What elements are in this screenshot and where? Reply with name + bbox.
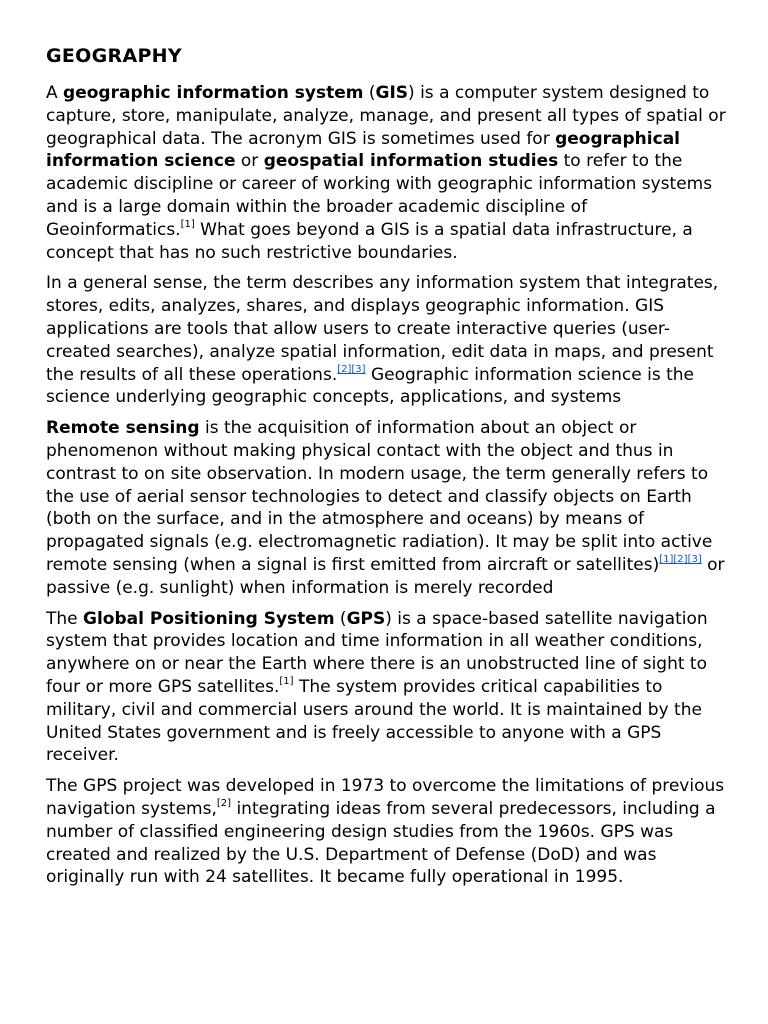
text-run: ) is a computer system designed to capture, store, manipulate, analyze, manage, and present all types of spatial or geographical data. The acronym GIS is sometimes used for bbox=[46, 83, 726, 149]
paragraph-remote-sensing bbox=[46, 417, 726, 599]
citation-superscript: [1] bbox=[279, 676, 294, 688]
text-run: is the acquisition of information about an object or phenomenon without making physical contact with the object and thus in contrast to on site observation. In modern usage, the term generally refers to the use of aerial sensor technologies to detect and classify objects on Earth (both on the surface, and in the atmosphere and oceans) by means of propagated signals (e.g. electromagnetic radiation). It may be split into active remote sensing (when a signal is first emitted from aircraft or satellites) bbox=[46, 418, 713, 575]
document-page bbox=[46, 44, 726, 897]
text-run: ) is a space-based satellite navigation system that provides location and time information in all weather conditions, anywhere on or near the Earth where there is an unobstructed line of sight to four or more GPS satellites. bbox=[46, 608, 708, 697]
text-run: to refer to the academic discipline or career of working with geographic information systems and is a large domain within the broader academic discipline of Geoinformatics. bbox=[46, 151, 713, 240]
text-run: What goes beyond a GIS is a spatial data infrastructure, a concept that has no such restrictive boundaries. bbox=[46, 219, 693, 263]
text-run: In a general sense, the term describes any information system that integrates, stores, edits, analyzes, shares, and displays geographic information. GIS applications are tools that allow users to create interactive queries (user-created searches), analyze spatial information, edit data in maps, and present the results of all these operations. bbox=[46, 273, 719, 385]
paragraph-gis bbox=[46, 82, 726, 264]
bold-term: geographic information system bbox=[63, 83, 364, 103]
paragraph-gis-general bbox=[46, 272, 726, 409]
text-run: The bbox=[46, 608, 84, 629]
bold-term: Remote sensing bbox=[46, 418, 200, 439]
text-run: integrating ideas from several predecessors, including a number of classified engineering design studies from the 1960s. GPS was created and realized by the U.S. Department of Defense (DoD) and was originally run with 24 satellites. It became fully operational in 1995. bbox=[46, 798, 716, 888]
citation-link[interactable]: [3] bbox=[351, 363, 366, 375]
bold-term: GIS bbox=[375, 83, 409, 103]
text-run: ( bbox=[334, 608, 347, 629]
text-run: A bbox=[46, 83, 64, 103]
citation-link[interactable]: [1] bbox=[659, 554, 674, 566]
citation-superscript: [2] bbox=[216, 798, 232, 810]
page-title: GEOGRAPHY bbox=[46, 45, 182, 67]
bold-term: Global Positioning System bbox=[83, 608, 335, 629]
text-run: The GPS project was developed in 1973 to overcome the limitations of previous navigation systems, bbox=[46, 776, 725, 819]
bold-term: geographical information science bbox=[46, 128, 680, 172]
citation-link[interactable]: [2] bbox=[337, 363, 352, 375]
citation-link[interactable]: [2] bbox=[673, 554, 688, 566]
paragraph-gps bbox=[46, 608, 726, 768]
text-run: Geographic information science is the science underlying geographic concepts, applications, and systems bbox=[46, 364, 695, 408]
text-run: The system provides critical capabilities to military, civil and commercial users around the world. It is maintained by the United States government and is freely accessible to anyone with a GPS receiver. bbox=[46, 676, 702, 766]
citation-link[interactable]: [3] bbox=[687, 554, 702, 566]
bold-term: geospatial information studies bbox=[263, 151, 559, 172]
text-run: or bbox=[235, 151, 264, 172]
citation-superscript: [1] bbox=[180, 219, 195, 231]
text-run: ( bbox=[363, 83, 376, 103]
paragraph-gps-history bbox=[46, 775, 726, 889]
bold-term: GPS bbox=[346, 608, 386, 629]
text-run: or passive (e.g. sunlight) when information is merely recorded bbox=[46, 554, 725, 598]
